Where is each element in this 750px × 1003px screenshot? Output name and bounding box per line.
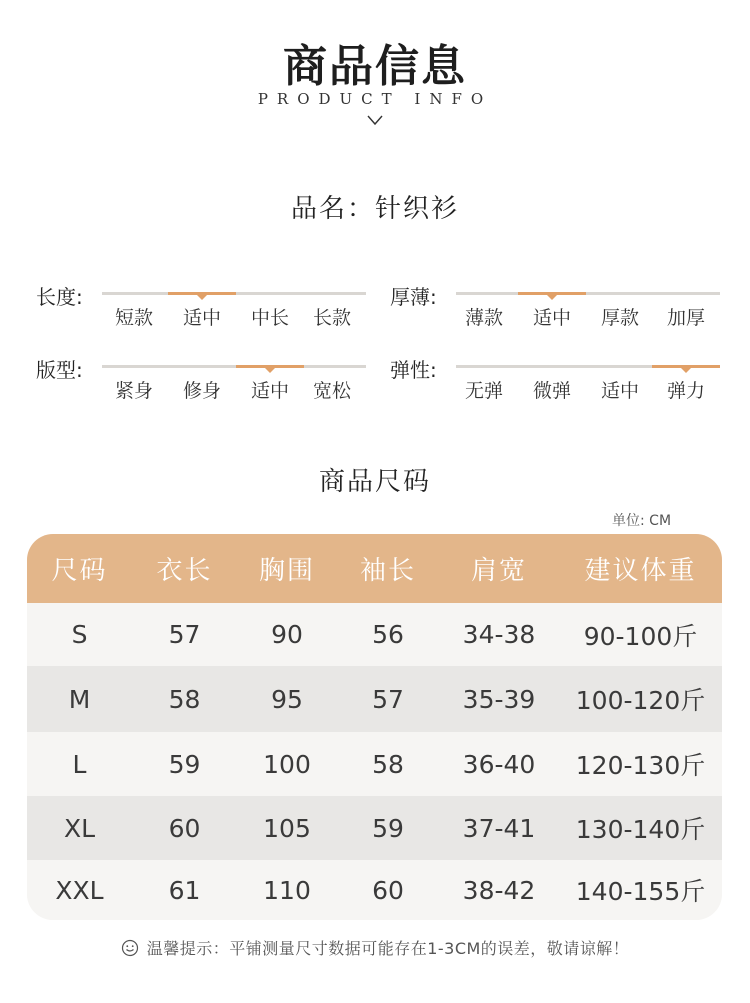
table-cell: 60 [372, 875, 404, 905]
table-cell: 36-40 [462, 749, 536, 779]
table-cell: 58 [372, 749, 404, 779]
table-cell: 61 [168, 875, 201, 905]
attribute-option: 长款 [312, 307, 351, 329]
attribute-option: 厚款 [600, 307, 639, 329]
attribute-marker [547, 295, 557, 300]
table-cell: 100-120斤 [575, 686, 706, 715]
page-subtitle: PRODUCT INFO [257, 90, 493, 108]
attribute-label: 版型: [36, 358, 83, 382]
attribute-option: 紧身 [114, 380, 153, 402]
table-header-row [27, 534, 722, 603]
table-cell: 100 [263, 749, 311, 779]
measurement-note [0, 936, 750, 959]
attribute-option: 宽松 [312, 380, 351, 402]
size-section-heading: 商品尺码 [318, 467, 431, 497]
table-row [27, 860, 722, 920]
column-header: 建议体重 [584, 556, 697, 586]
attribute-marker [681, 368, 691, 373]
attribute-fit [36, 354, 376, 414]
attribute-label: 厚薄: [390, 285, 437, 309]
attribute-option: 弹力 [666, 380, 705, 402]
attribute-option: 微弹 [532, 380, 571, 402]
table-cell: 60 [168, 813, 201, 843]
attribute-track [456, 292, 720, 295]
table-cell: 90-100斤 [583, 621, 698, 651]
table-cell: XL [63, 813, 96, 843]
table-cell: 140-155斤 [575, 877, 706, 906]
table-cell: S [71, 620, 88, 649]
attribute-option: 适中 [250, 380, 289, 402]
table-cell: 38-42 [462, 875, 536, 905]
unit-label: 单位: CM [612, 513, 672, 529]
attribute-option: 中长 [250, 307, 289, 329]
note-text: 温馨提示：平铺测量尺寸数据可能存在1-3CM的误差，敬请谅解！ [146, 939, 630, 958]
attribute-length [36, 281, 376, 341]
table-cell: 130-140斤 [575, 815, 706, 844]
table-cell: L [72, 749, 87, 779]
table-row [27, 732, 722, 796]
table-cell: 34-38 [462, 620, 536, 649]
attribute-option: 适中 [182, 307, 221, 329]
column-header: 胸围 [258, 556, 315, 586]
table-row [27, 796, 722, 860]
attribute-label: 长度: [36, 285, 83, 309]
table-row [27, 666, 722, 732]
column-header: 尺码 [51, 556, 108, 586]
table-cell: 56 [372, 620, 404, 649]
page-title: 商品信息 [283, 41, 467, 92]
chevron-down-icon [365, 110, 385, 130]
column-header: 肩宽 [470, 556, 527, 586]
smile-icon [121, 939, 139, 957]
attribute-option: 适中 [600, 380, 639, 402]
attribute-label: 弹性: [390, 358, 437, 382]
attribute-option: 加厚 [666, 307, 705, 329]
attribute-elasticity [390, 354, 730, 414]
attribute-option: 修身 [182, 380, 221, 402]
attribute-marker [197, 295, 207, 300]
attribute-option: 适中 [532, 307, 571, 329]
table-cell: 57 [168, 620, 201, 649]
table-cell: 95 [271, 684, 303, 714]
attribute-thickness [390, 281, 730, 341]
table-cell: 59 [372, 813, 404, 843]
attribute-option: 无弹 [464, 380, 503, 402]
table-cell: M [68, 684, 91, 714]
attribute-option: 短款 [114, 307, 153, 329]
table-cell: 90 [271, 620, 303, 649]
attribute-track [102, 365, 366, 368]
table-cell: 37-41 [462, 813, 536, 843]
table-cell: 57 [372, 684, 404, 714]
product-name: 品名：针织衫 [290, 194, 459, 224]
table-cell: 110 [263, 875, 311, 905]
size-table [27, 534, 722, 920]
table-cell: 105 [263, 813, 311, 843]
column-header: 衣长 [156, 556, 213, 586]
table-row [27, 603, 722, 666]
table-cell: XXL [55, 875, 104, 905]
table-cell: 120-130斤 [575, 751, 706, 780]
attribute-marker [265, 368, 275, 373]
table-cell: 35-39 [462, 684, 536, 714]
table-cell: 58 [168, 684, 201, 714]
table-cell: 59 [168, 749, 201, 779]
attribute-option: 薄款 [464, 307, 503, 329]
column-header: 袖长 [359, 556, 416, 586]
